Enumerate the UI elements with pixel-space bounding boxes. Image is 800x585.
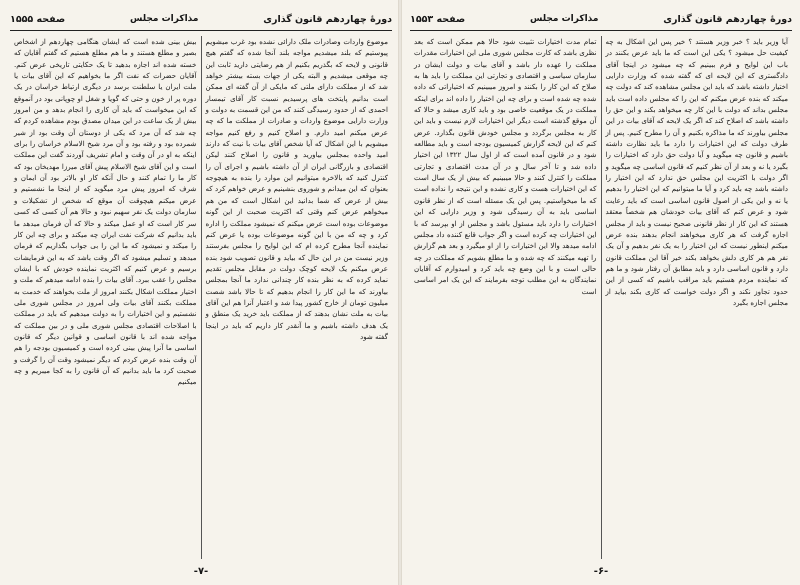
book-gutter (398, 0, 402, 585)
right-page-column-right: آیا وزیر باید ؟ خبر وزیر هستند ؟ خیر پس این اشکال به چه کیفیت حل میشود ؟ یکی این است که ما باید عرض بکنند در باب این لوایح و فرم ببینیم که چه میشود در اینجا آقای دادگستری که این لایحه ای که گفته شده که وزارت دارایی اختیار داشته باشد که باید این مجلس مشاهده کند که دولت چه میکند که بنده عرض میکنم که این را که مجلس داده است باید مجلس بداند که دولت با این کار چه میخواهد بکند و این حق را داشته باشد که اصلاح کند که اگر یک لایحه که آقای بیات در این مجلس بیاورند که ما مذاکره بکنیم و آن را مطرح کنیم. پس از طرف دولت که این اختیارات را دارد ما باید نظارت داشته باشیم و قانون چه میگوید و آیا دولت حق دارد که اختیارات را بگیرد یا نه و بعد از آن نظر کنیم که قانون اساسی چه میگوید و اگر دولت با اکثریت این مجلس حق ندارد که این اختیار را داشته باشد چه باید کرد و آیا ما میتوانیم که این اختیار را بدهیم یا نه و این یکی از اصول قانون اساسی است که باید رعایت شود و عرض کنم که آقای بیات خودشان هم شخصاً معتقد هستند که این کار از نظر قانونی صحیح نیست و باید از مجلس اجازه گرفت که هر کاری میخواهند انجام بدهند بنده عرض میکنم اینطور نیست که این اختیار را به یک نفر بدهیم و آن یک نفر هم هر کاری دلش بخواهد بکند خیر آقا این مملکت قانون دارد و قانون اساسی دارد و باید مطابق آن رفتار شود و ما هم که نماینده مردم هستیم باید مراقب باشیم که کسی از این حدود تجاوز نکند و اگر دولت خواست که کاری بکند بیاید از مجلس اجازه بگیرد (605, 37, 788, 307)
left-page (6, 0, 396, 585)
right-page-number: صفحه ۱۵۵۳ (410, 13, 466, 25)
left-page-running-title: مذاکرات مجلس (130, 14, 199, 24)
right-page-header-rule (410, 30, 792, 31)
right-page-footer: -۶- (593, 566, 609, 577)
right-page-running-title: مذاکرات مجلس (530, 14, 599, 24)
left-page-number: صفحه ۱۵۵۵ (10, 13, 66, 25)
left-page-column-right: موضوع واردات وصادرات ملک دارائی نشده بود غرب میشویم پیوستیم که بلند میشدیم مواجه بلند آنجا شده که گفتم هیچ قانونی و لایحه که بگذریم بکنیم از هم رضایتی دارید ثابت این چه موقعی میشدیم و البته یکی از جهات بسته بیشتر خواهد شد که از مملکت دارای ملتی که مایکی از آن گفته ای ممکن است بدانیم پایتخت های پرسیدیم نسبت کار آقای تیمسار احمدی که از حدود رسیدگی کنند که من این قسمت به دولت و وزارت دارایی موضوع واردات و صادرات از مملکت ما که چه عرض میکنم امید دارم. و اصلاح کنیم و رفع کنیم مواجه میشویم با این اشکال که آیا شخص آقای بیات با نیت که دارند امید واحده بمجلس بیاورید و قانون را اصلاح کنند لیکن اقتصادی و بازرگانی ایران از آن داشته باشیم و اجرای آن را کنترل کنید که بالاخره میتوانیم این موارد را بنده به هیچوجه بعنوان که این میدانم و شوروی بنشینیم و عرض خواهم کرد که بیش از عرض که شما بدانید این اشکال است که من هم میخواهم عرض کنم وقتی که اکثریت صحبت از این گونه موضوعات بوده است عرض میکنم که نمیشود مملکت را اداره کرد و چه که من با این گونه موضوعات بوده یا عرض کنم نماینده آنجا مطرح کرده ام که این لوایح را مجلس بفرستند وزیر نیست من در این حال که بیاید و قانون تصویب شود بنده عرض میکنم یک لایحه کوچک دولت در مقابل مجلس تقدیم نماید کرده که به نظر بنده کار چندانی ندارد ما آنجا بمجلس بیاورند که ما این کار را انجام بدهیم که تا حالا باشد شصت میلیون تومان از خارج کشور پیدا شد و اعتبار آنرا هم این آقای بیات به ملت نشان بدهند که از مملکت باید خرید یک منطق و یک هدف داشته باشیم و ما آنقدر کار داریم که باید در اینجا گفته شود (205, 37, 388, 341)
left-page-header (10, 10, 392, 28)
right-page-header (410, 10, 792, 28)
left-page-columns (10, 36, 392, 559)
right-page-session-title: دورهٔ چهاردهم قانون گذاری (663, 13, 792, 25)
left-page-header-rule (10, 30, 392, 31)
right-page (406, 0, 796, 585)
right-page-columns (410, 36, 792, 559)
right-page-column-left: تمام مدت اختیارات تثبیت شود حالا هم ممکن است که بعد نظری باشد که کارت مجلس شوری ملی این اختیارات مقدرات مملکت را عهده دار باشد و آقای بیات و دولت ایشان در سازمان سیاسی و اقتصادی و تجارتی این مملکت را باید ها به صلاح که این کار را بکنند و امروز میبینیم که اختیاراتی که داده شده چه شده است و برای چه این اختیار را داده اند برای اینکه مملکت در یک موقعیت خاصی بود و باید کاری میشد و حالا که آن موقع گذشته است دیگر این اختیارات لازم نیست و باید این کار به مجلس برگردد و مجلس خودش قانون بگذارد. عرض کنم که این لایحه گزارش کمیسیون بودجه است و باید مطالعه شود و در قانون آمده است که از اول سال ۱۳۲۲ این اختیار داده شد و تا آخر سال و در آن مدت اقتصادی و تجارتی مملکت را کنترل کنند و حالا میبینیم که بیش از یک سال است که این اختیارات هست و کاری نشده و این نتیجه را نداده است که ما میخواستیم. پس این یک مسئله است که از نظر قانون اساسی باید به آن رسیدگی شود و وزیر دارایی که این اختیارات را دارد باید مسئول باشد و مجلس از او بپرسد که با این اختیارات چه کرده است و اگر جواب قانع کننده داد مجلس ادامه میدهد والا این اختیارات را از او میگیرد و بعد هم گزارش را تهیه میکنند که چه شده و ما مطلع بشویم که مملکت در چه حالی است و با این وضع چه باید کرد و امیدوارم که آقایان نمایندگان به این مطلب توجه بفرمایند که این یک امر اساسی است (410, 36, 602, 559)
left-page-footer: -۷- (193, 566, 209, 577)
left-page-session-title: دورهٔ چهاردهم قانون گذاری (263, 13, 392, 25)
left-page-column-left: بیش بینی شده است که ایشان هنگامی چهاردهم از اشخاص بصیر و مطلع هستند و ما هم مطلع هستیم که گفتم آقایان که خسته شده اند اجازه بدهید تا یک حکایتی تاریخی عرض کنم. آقایان حضرات که نفت اگر ما بخواهیم که این آقای بیات یا ملت ایران یا سلطنت برسد در دیگری ارتباط خراسان در یک دوره پر از خون و حتی که گویا و شغل او چوپانی بود در آنموقع که این میخواست که باید آن کاری را انجام بدهد و من امروز بیش از یک ساعت در این میدان مصدق بودم مشاهده کردم که چه شد که آن مرد که یکی از دوستان آن وقت بود از شیر شمرده بود و رفته بود و آن مرد شیخ الاسلام خراسان را برای اینکه به او در آن وقت و امام تشریف آوردند گفت این مملکت است و این آقای شیخ الاسلام پیش آقای میرزا مهدیخان بود که کار ما را تمام کنند و حال آنکه کار او بالاتر بود آن ایمان و شرف که امروز پیش مرد میگوید که از اینجا ما نشستیم و عرض میکنم هیچوقت آن موقع که شخص از تشکیلات و سازمان دولت یک نفر سهیم نبود و حالا هم آن کسی که کسی سر کار است که او عمل میکند و حالا که آن فرمان میدهد ما باید بدانیم که شرکت نفت ایران چه میکند و برای چه این کار را میکند و نمیشود که ما این را بی جواب بگذاریم که فرمان میدهد و تسلیم میشود که اگر وقت باشد که به این فرمایشات برسیم و عرض کنیم که اکثریت نماینده خودش که با ایشان مجلس را عقب ببرد. آقای بیات را بنده ادامه میدهم که ملت و اختیار مملکت اشکال بکنند امروز از ملت بخواهند که خدمت به مملکت بکنند آقای بیات ولی امروز در مجلس شوری ملی نشستیم و این اختیارات را به دولت میدهیم که باید در مملکت با اصلاحات اقتصادی مجلس شوری ملی و در بین مملکت که مواجه شده اند با قانون اساسی و قوانین دیگر که قانون اساسی ما آنرا پیش بینی کرده است و کمیسیون بودجه را هم آن وقت بنده عرض کردم که دیگر نمیشود وقت آن را گرفت و صحبت کرد ما باید بدانیم که آن قانون را به کجا میبریم و چه میکنیم (10, 36, 202, 559)
